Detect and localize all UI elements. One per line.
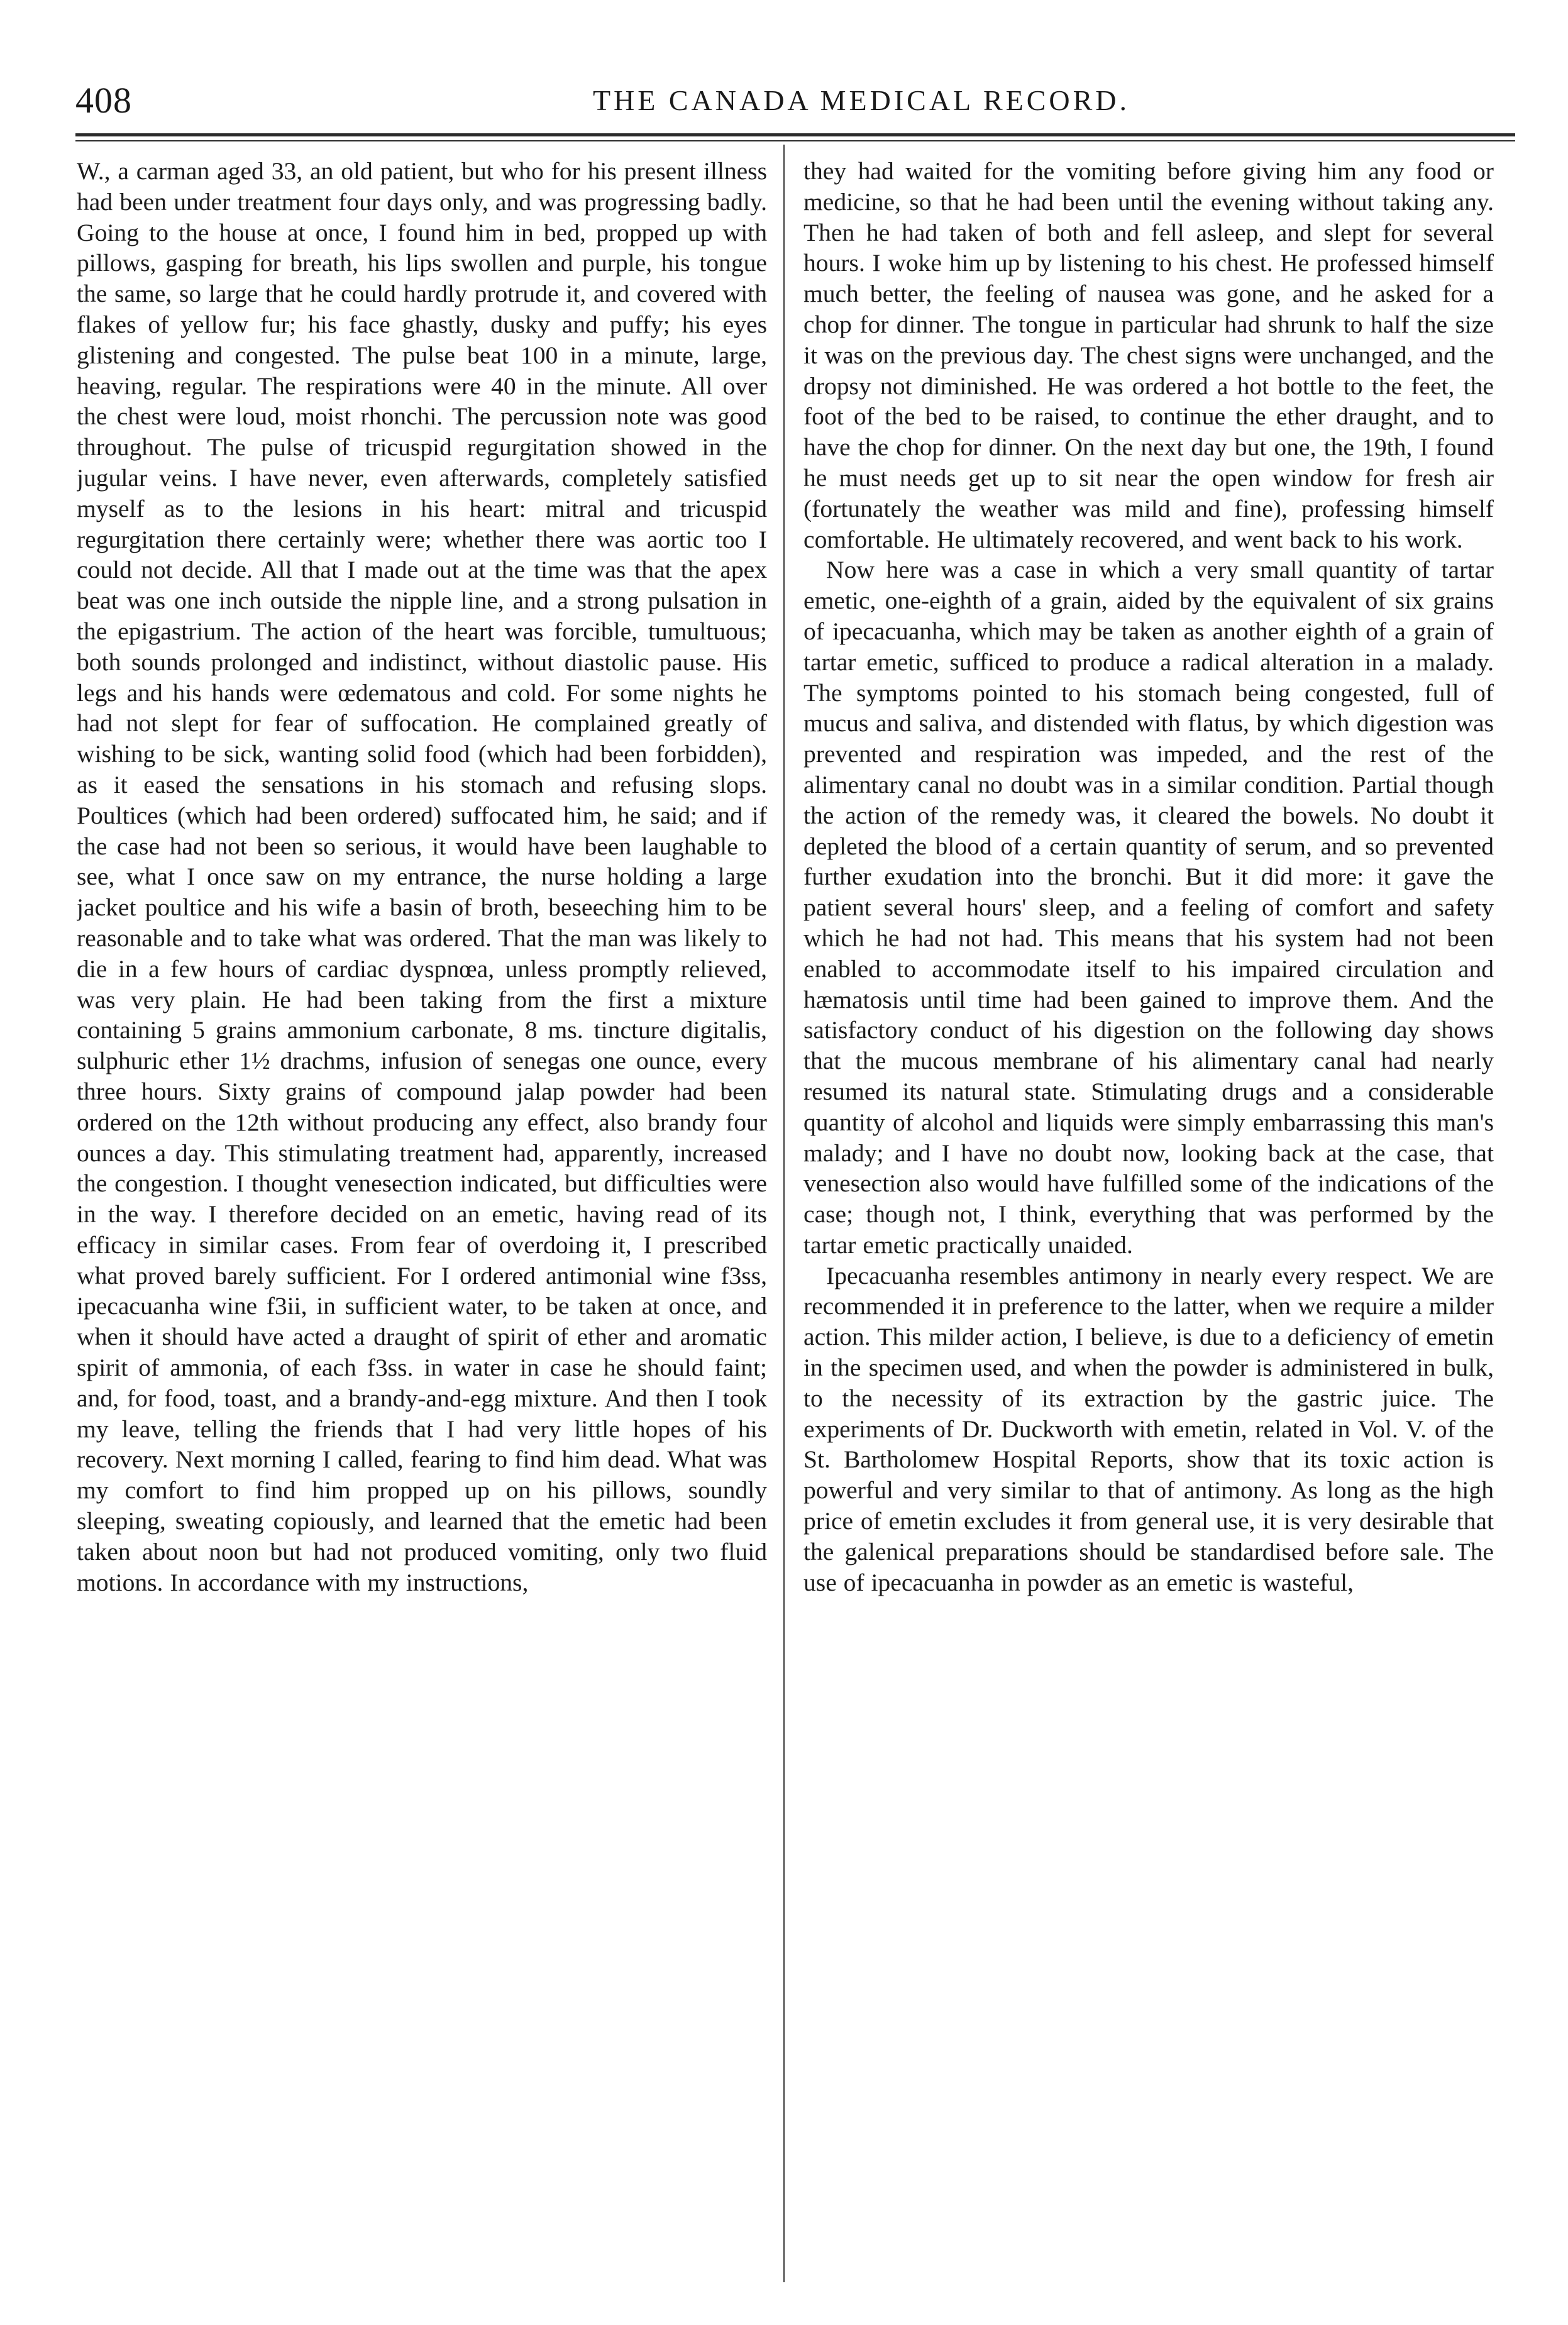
paragraph: Ipecacuanha resembles antimony in nearly every respect. We are recommended it in preference to the latter, when we require a milder action. This milder action, I believe, is due to a deficiency of emetin in the specimen used, and when the powder is administered in bulk, to the necessity of its extraction by the gastric juice. The experiments of Dr. Duckworth with emetin, related in Vol. V. of the St. Bartholomew Hospital Reports, show that its toxic action is powerful and very similar to that of antimony. As long as the high price of emetin excludes it from general use, it is very desirable that the galenical preparations should be standardised before sale. The use of ipecacuanha in powder as an emetic is wasteful, — [803, 1261, 1494, 1596]
paragraph: Now here was a case in which a very small quantity of tartar emetic, one-eighth of a grain, aided by the equivalent of six grains of ipecacuanha, which may be taken as another eighth of a grain of tartar emetic, sufficed to produce a radical alteration in a malady. The symptoms pointed to his stomach being congested, full of mucus and saliva, and distended with flatus, by which digestion was prevented and respiration was impeded, and the rest of the alimentary canal no doubt was in a similar condition. Partial though the action of the remedy was, it cleared the bowels. No doubt it depleted the blood of a certain quantity of serum, and so prevented further exudation into the bronchi. But it did more: it gave the patient several hours' sleep, and a feeling of comfort and safety which he had not had. This means that his system had not been enabled to accommodate itself to his impaired circulation and hæmatosis until time had been gained to improve them. And the satisfactory conduct of his digestion on the following day shows that the mucous membrane of his alimentary canal had nearly resumed its natural state. Stimulating drugs and a considerable quantity of alcohol and liquids were simply embarrassing this man's malady; and I have no doubt now, looking back at the case, that venesection also would have fulfilled some of the indications of the case; though not, I think, everything that was performed by the tartar emetic practically unaided. — [803, 556, 1494, 1259]
column-divider — [783, 145, 785, 2282]
paragraph: W., a carman aged 33, an old patient, but who for his present illness had been under treatment four days only, and was progressing badly. Going to the house at once, I found him in bed, propped up with pillows, gasping for breath, his lips swollen and purple, his tongue the same, so large that he could hardly protrude it, and covered with flakes of yellow fur; his face ghastly, dusky and puffy; his eyes glistening and congested. The pulse beat 100 in a minute, large, heaving, regular. The respirations were 40 in the minute. All over the chest were loud, moist rhonchi. The percussion note was good throughout. The pulse of tricuspid regurgitation showed in the jugular veins. I have never, even afterwards, completely satisfied myself as to the lesions in his heart: mitral and tricuspid regurgitation there certainly were; whether there was aortic too I could not decide. All that I made out at the time was that the apex beat was one inch outside the nipple line, and a strong pulsation in the epigastrium. The action of the heart was forcible, tumultuous; both sounds prolonged and indistinct, without diastolic pause. His legs and his hands were œdematous and cold. For some nights he had not slept for fear of suffocation. He complained greatly of wishing to be sick, wanting solid food (which had been forbidden), as it eased the sensations in his stomach and refusing slops. Poultices (which had been ordered) suffocated him, he said; and if the case had not been so serious, it would have been laughable to see, what I once saw on my entrance, the nurse holding a large jacket poultice and his wife a basin of broth, beseeching him to be reasonable and to take what was ordered. That the man was likely to die in a few hours of cardiac dyspnœa, unless promptly relieved, was very plain. He had been taking from the first a mixture containing 5 grains ammonium carbonate, 8 ms. tincture digitalis, sulphuric ether 1½ drachms, infusion of senegas one ounce, every three hours. Sixty grains of compound jalap powder had been ordered on the 12th without producing any effect, also brandy four ounces a day. This stimulating treatment had, apparently, increased the congestion. I thought venesection indicated, but difficulties were in the way. I therefore decided on an emetic, having read of its efficacy in similar cases. From fear of overdoing it, I prescribed what proved barely sufficient. For I ordered antimonial wine f3ss, ipecacuanha wine f3ii, in sufficient water, to be taken at once, and when it should have acted a draught of spirit of ether and aromatic spirit of ammonia, of each f3ss. in water in case he should faint; and, for food, toast, and a brandy-and-egg mixture. And then I took my leave, telling the friends that I had very little hopes of his recovery. Next morning I called, fearing to find him dead. What was my comfort to find him propped up on his pillows, soundly sleeping, sweating copiously, and learned that the emetic had been taken about noon but had not produced vomiting, only two fluid motions. In accordance with my instructions, — [77, 157, 767, 1596]
header-rule-thick — [75, 133, 1515, 136]
paragraph: they had waited for the vomiting before giving him any food or medicine, so that he had been until the evening without taking any. Then he had taken of both and fell asleep, and slept for several hours. I woke him up by listening to his chest. He professed himself much better, the feeling of nausea was gone, and he asked for a chop for dinner. The tongue in particular had shrunk to half the size it was on the previous day. The chest signs were unchanged, and the dropsy not diminished. He was ordered a hot bottle to the feet, the foot of the bed to be raised, to continue the ether draught, and to have the chop for dinner. On the next day but one, the 19th, I found he must needs get up to sit near the open window for fresh air (fortunately the weather was mild and fine), professing himself comfortable. He ultimately recovered, and went back to his work. — [803, 157, 1494, 553]
right-column — [803, 156, 1494, 2287]
left-column — [77, 156, 767, 2287]
running-title: THE CANADA MEDICAL RECORD. — [592, 84, 1130, 116]
header-rule-thin — [75, 140, 1515, 141]
page-header — [75, 75, 1515, 126]
page-number: 408 — [75, 80, 132, 121]
